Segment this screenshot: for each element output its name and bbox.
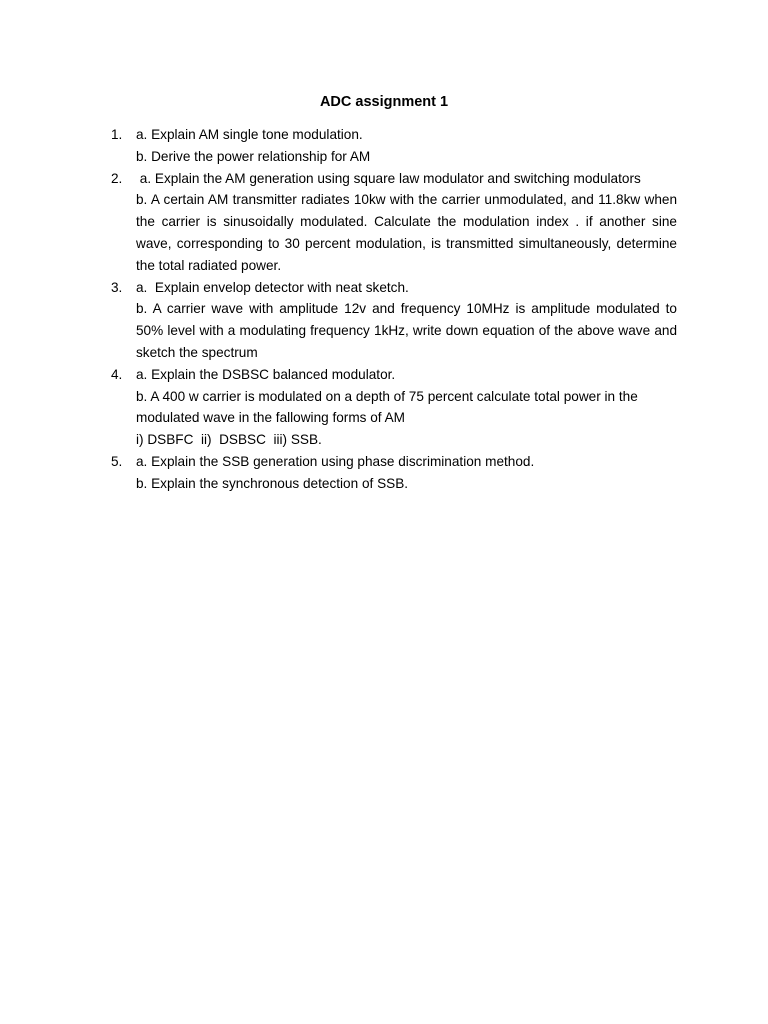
question-4-part-b: b. A 400 w carrier is modulated on a depth of 75 percent calculate total power in the modulated wave in the fallowing forms of AM bbox=[136, 388, 638, 426]
question-5-part-a: a. Explain the SSB generation using phase discrimination method. bbox=[136, 453, 535, 469]
question-number: 1. bbox=[111, 127, 123, 142]
question-list bbox=[0, 124, 768, 495]
question-1-part-a: a. Explain AM single tone modulation. bbox=[136, 127, 363, 142]
question-4-part-b-forms: i) DSBFC ii) DSBSC iii) SSB. bbox=[136, 432, 322, 448]
question-3-part-a: a. Explain envelop detector with neat sketch. bbox=[136, 279, 409, 295]
question-3 bbox=[0, 277, 768, 364]
question-number: 2. bbox=[111, 170, 123, 186]
question-4 bbox=[0, 364, 768, 451]
question-2 bbox=[0, 168, 768, 277]
question-1-part-b: b. Derive the power relationship for AM bbox=[136, 148, 371, 164]
question-1 bbox=[0, 124, 768, 168]
question-4-part-a: a. Explain the DSBSC balanced modulator. bbox=[136, 366, 396, 382]
question-3-part-b: b. A carrier wave with amplitude 12v and frequency 10MHz is amplitude modulated to 50% level with a modulating frequency 1kHz, write down equation of the above wave and sketch the spectrum bbox=[136, 301, 677, 360]
question-number: 5. bbox=[111, 453, 123, 469]
document-title: ADC assignment 1 bbox=[319, 94, 449, 110]
question-2-part-b: b. A certain AM transmitter radiates 10kw with the carrier unmodulated, and 11.8kw when the carrier is sinusoidally modulated. Calculate the modulation index . if another sine wave, corresponding to 30 percent modulation, is transmitted simultaneously, determine the total radiated power. bbox=[136, 192, 677, 273]
question-number: 4. bbox=[111, 366, 123, 382]
question-5 bbox=[0, 451, 768, 495]
question-2-part-a: a. Explain the AM generation using square law modulator and switching modulators bbox=[136, 170, 641, 186]
question-number: 3. bbox=[111, 279, 123, 295]
question-5-part-b: b. Explain the synchronous detection of SSB. bbox=[136, 475, 409, 491]
